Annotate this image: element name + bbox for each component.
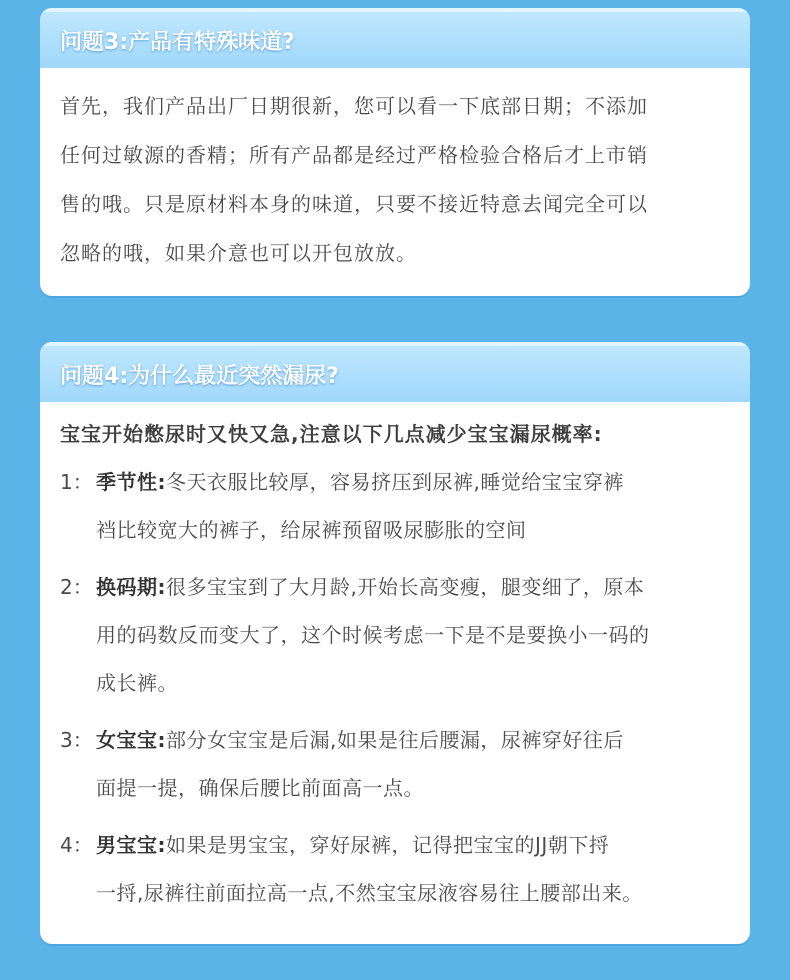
tip-number: 1： bbox=[60, 470, 93, 494]
tip-item bbox=[60, 563, 730, 707]
faq-card-header bbox=[40, 342, 750, 402]
answer-line: 首先，我们产品出厂日期很新，您可以看一下底部日期；不添加 bbox=[60, 94, 648, 118]
tip-item bbox=[60, 458, 730, 554]
faq-card-q4 bbox=[40, 342, 750, 944]
tip-text: 部分女宝宝是后漏,如果是往后腰漏，尿裤穿好往后 bbox=[166, 728, 624, 752]
question-title: 问题4:为什么最近突然漏尿? bbox=[60, 363, 339, 389]
faq-card-header bbox=[40, 8, 750, 68]
answer-line: 忽略的哦，如果介意也可以开包放放。 bbox=[60, 241, 417, 265]
tip-item bbox=[60, 821, 730, 917]
tip-text: 面提一提，确保后腰比前面高一点。 bbox=[96, 776, 424, 800]
tip-text: 很多宝宝到了大月龄,开始长高变瘦，腿变细了，原本 bbox=[166, 575, 645, 599]
tip-text: 用的码数反而变大了，这个时候考虑一下是不是要换小一码的 bbox=[96, 623, 650, 647]
tip-text: 一捋,尿裤往前面拉高一点,不然宝宝尿液容易往上腰部出来。 bbox=[96, 881, 643, 905]
tip-number: 4： bbox=[60, 833, 93, 857]
tip-term: 男宝宝: bbox=[96, 833, 166, 857]
answer-line: 任何过敏源的香精；所有产品都是经过严格检验合格后才上市销 bbox=[60, 143, 648, 167]
tip-number: 2： bbox=[60, 575, 93, 599]
tip-item bbox=[60, 716, 730, 812]
tip-text: 裆比较宽大的裤子，给尿裤预留吸尿膨胀的空间 bbox=[96, 518, 527, 542]
tip-term: 换码期: bbox=[96, 575, 166, 599]
answer-line: 售的哦。只是原材料本身的味道，只要不接近特意去闻完全可以 bbox=[60, 192, 648, 216]
tip-text: 冬天衣服比较厚，容易挤压到尿裤,睡觉给宝宝穿裤 bbox=[166, 470, 624, 494]
tip-text: 如果是男宝宝，穿好尿裤，记得把宝宝的JJ朝下捋 bbox=[166, 833, 610, 857]
answer-intro: 宝宝开始憋尿时又快又急,注意以下几点减少宝宝漏尿概率: bbox=[60, 422, 603, 446]
question-title: 问题3:产品有特殊味道? bbox=[60, 29, 295, 55]
answer-body bbox=[40, 68, 750, 278]
tip-term: 季节性: bbox=[96, 470, 166, 494]
tip-term: 女宝宝: bbox=[96, 728, 166, 752]
faq-card-q3 bbox=[40, 8, 750, 296]
tip-number: 3： bbox=[60, 728, 93, 752]
tip-text: 成长裤。 bbox=[96, 671, 178, 695]
answer-body bbox=[40, 402, 750, 917]
